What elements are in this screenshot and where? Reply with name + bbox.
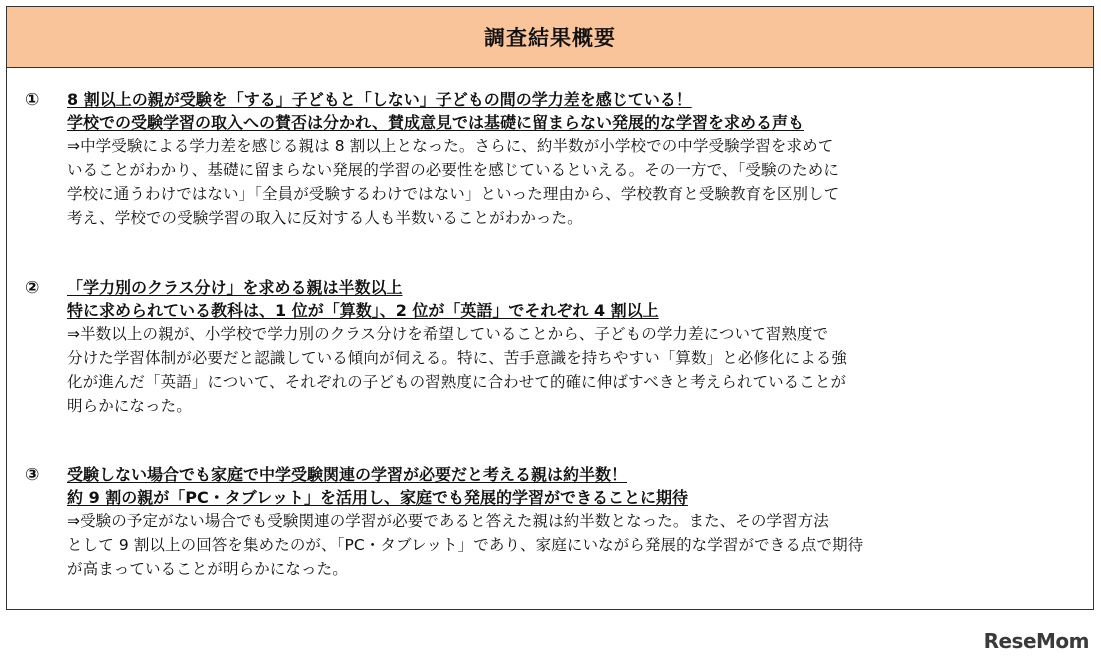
resemom-logo: ReseMom	[983, 629, 1089, 653]
section-body	[67, 322, 1085, 418]
finding-section-2	[25, 276, 1085, 418]
summary-box	[6, 6, 1094, 610]
body-line: が高まっていることが明らかになった。	[67, 560, 348, 578]
body-line: ⇒受験の予定がない場合でも受験関連の学習が必要であると答えた親は約半数となった。また、その学習方法	[67, 512, 829, 530]
body-line: ⇒中学受験による学力差を感じる親は 8 割以上となった。さらに、約半数が小学校での中学受験学習を求めて	[67, 137, 834, 155]
section-number: ③	[25, 465, 40, 485]
body-line: 考え、学校での受験学習の取入に反対する人も半数いることがわかった。	[67, 209, 583, 227]
body-line: いることがわかり、基礎に留まらない発展的学習の必要性を感じているといえる。その一方で、「受験のために	[67, 161, 839, 179]
section-subheading: 約 9 割の親が「PC・タブレット」を活用し、家庭でも発展的学習ができることに期待	[67, 488, 688, 507]
section-body	[67, 509, 1085, 581]
section-heading: 8 割以上の親が受験を「する」子どもと「しない」子どもの間の学力差を感じている！	[67, 90, 692, 109]
body-line: ⇒半数以上の親が、小学校で学力別のクラス分けを希望していることから、子どもの学力差について習熟度で	[67, 325, 829, 343]
body-line: として 9 割以上の回答を集めたのが、「PC・タブレット」であり、家庭にいながら発展的な学習ができる点で期待	[67, 536, 864, 554]
body-line: 分けた学習体制が必要だと認識している傾向が伺える。特に、苦手意識を持ちやすい「算数」と必修化による強	[67, 349, 848, 367]
section-number: ①	[25, 90, 40, 110]
body-line: 学校に通うわけではない」「全員が受験するわけではない」といった理由から、学校教育と受験教育を区別して	[67, 185, 840, 203]
section-heading: 受験しない場合でも家庭で中学受験関連の学習が必要だと考える親は約半数！	[67, 465, 628, 484]
section-number: ②	[25, 278, 40, 298]
body-line: 化が進んだ「英語」について、それぞれの子どもの習熟度に合わせて的確に伸ばすべきと考えられていることが	[67, 373, 847, 391]
finding-section-3	[25, 463, 1085, 581]
section-subheading: 学校での受験学習の取入への賛否は分かれ、賛成意見では基礎に留まらない発展的な学習を求める声も	[67, 113, 804, 132]
body-line: 明らかになった。	[67, 397, 192, 415]
section-subheading: 特に求められている教科は、1 位が「算数」、2 位が「英語」でそれぞれ 4 割以上	[67, 301, 659, 320]
summary-title: 調査結果概要	[484, 26, 616, 50]
section-heading: 「学力別のクラス分け」を求める親は半数以上	[67, 278, 403, 297]
section-body	[67, 134, 1085, 230]
finding-section-1	[25, 88, 1085, 230]
summary-header	[7, 7, 1093, 68]
